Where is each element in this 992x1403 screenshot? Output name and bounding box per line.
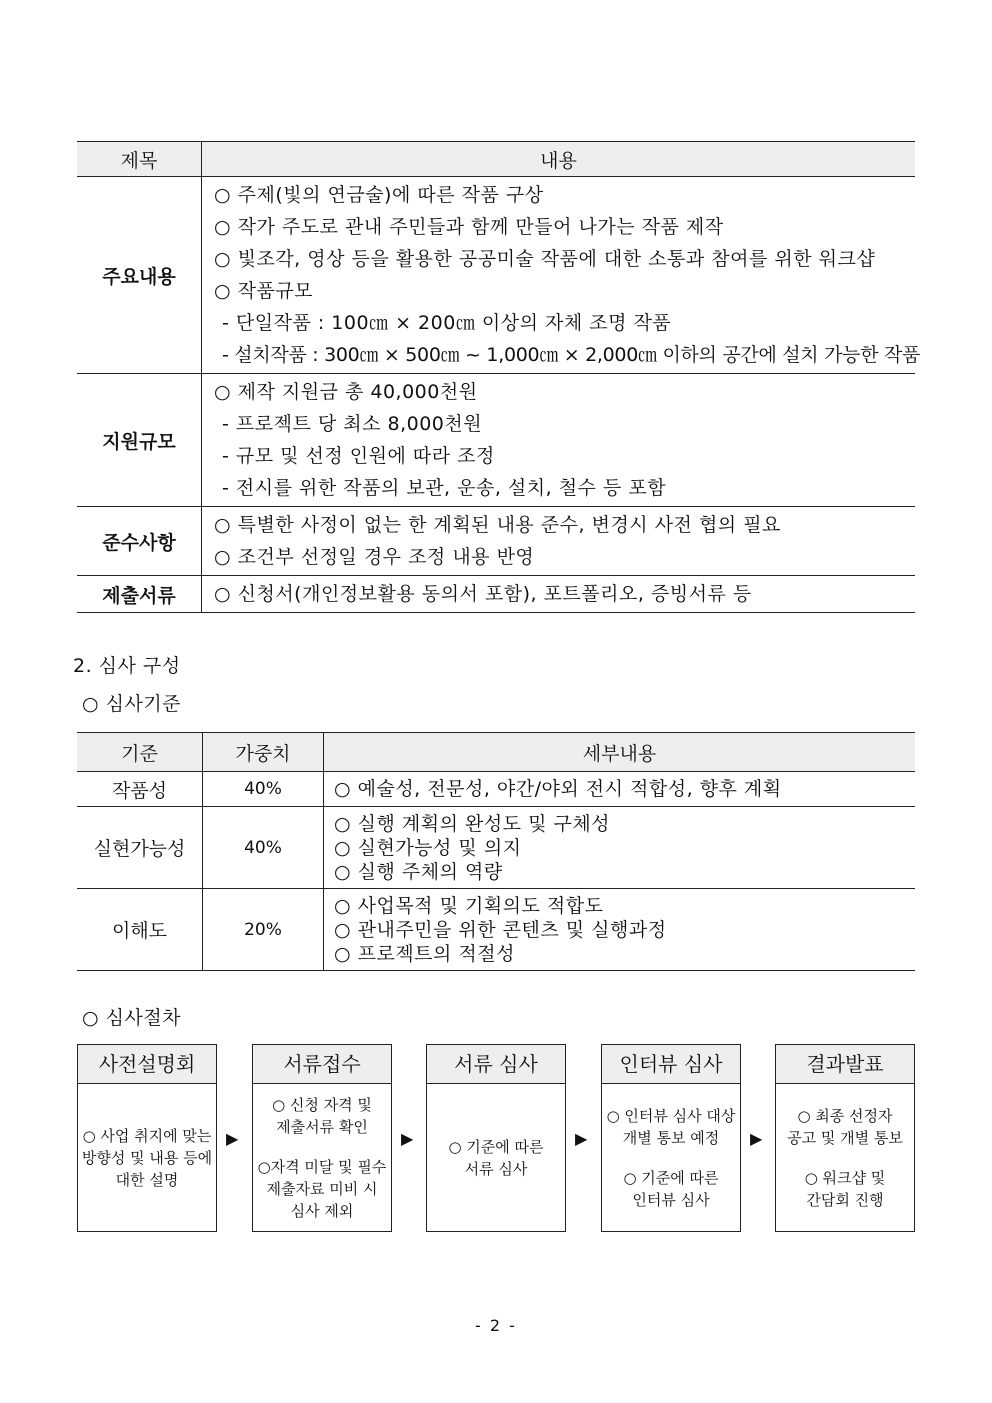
content-subline: - 규모 및 선정 인원에 따라 조정 [222,445,495,467]
arrow-icon: ▶ [401,1129,414,1148]
header-details: 세부내용 [324,733,916,772]
criterion-cell: 이해도 [77,889,203,971]
content-line: ○ 주제(빛의 연금술)에 따른 작품 구상 [214,184,544,206]
project-overview-table [77,141,921,613]
detail-line: ○ 실현가능성 및 의지 [334,836,522,859]
criteria-table [77,732,915,971]
step-line: ○자격 미달 및 필수 [257,1158,387,1176]
content-line: ○ 신청서(개인정보활용 동의서 포함), 포트폴리오, 증빙서류 등 [214,583,752,605]
step-line: 제출자료 미비 시 [266,1180,378,1198]
step-line: ○ 워크샵 및 [804,1169,886,1187]
header-criterion: 기준 [77,733,203,772]
table-header-row [77,733,915,772]
step-line: 방향성 및 내용 등에 [81,1149,213,1167]
process-step-interview [601,1044,741,1232]
step-line: ○ 최종 선정자 [797,1107,893,1125]
row-label: 지원규모 [77,374,202,507]
weight-cell: 40% [203,772,324,807]
table-row [77,772,915,807]
content-line: ○ 제작 지원금 총 40,000천원 [214,381,478,403]
row-label: 준수사항 [77,507,202,576]
process-step-briefing [77,1044,217,1232]
arrow-icon: ▶ [575,1129,588,1148]
weight-cell: 40% [203,807,324,889]
header-weight: 가중치 [203,733,324,772]
step-line: 간담회 진행 [806,1191,884,1209]
arrow-icon: ▶ [750,1129,763,1148]
step-line: 인터뷰 심사 [632,1191,710,1209]
process-step-submission [252,1044,392,1232]
step-title: 결과발표 [776,1045,914,1084]
step-line: ○ 기준에 따른 [448,1138,544,1156]
table-header-row [77,142,915,177]
step-title: 서류접수 [253,1045,391,1084]
content-line: ○ 특별한 사정이 없는 한 계획된 내용 준수, 변경시 사전 협의 필요 [214,514,781,536]
criterion-cell: 작품성 [77,772,203,807]
content-line: ○ 작품규모 [214,280,314,302]
step-line: ○ 신청 자격 및 [272,1096,372,1114]
step-line: ○ 기준에 따른 [623,1169,719,1187]
step-title: 사전설명회 [78,1045,216,1084]
content-subline: - 설치작품 : 300㎝ × 500㎝ ~ 1,000㎝ × 2,000㎝ 이하의 공간에 설치 가능한 작품 [222,344,921,366]
section-title: 2. 심사 구성 [73,655,181,677]
step-line: 서류 심사 [464,1160,528,1178]
table-row [77,889,915,971]
content-subline: - 전시를 위한 작품의 보관, 운송, 설치, 철수 등 포함 [222,477,667,499]
weight-cell: 20% [203,889,324,971]
arrow-icon: ▶ [226,1129,239,1148]
detail-line: ○ 실행 주체의 역량 [334,860,503,883]
table-row [77,177,915,374]
table-row [77,507,915,576]
step-title: 서류 심사 [427,1045,565,1084]
criteria-title: ○ 심사기준 [82,693,182,715]
content-line: ○ 조건부 선정일 경우 조정 내용 반영 [214,546,535,568]
content-subline: - 프로젝트 당 최소 8,000천원 [222,413,483,435]
detail-line: ○ 실행 계획의 완성도 및 구체성 [334,812,611,835]
page-number: - 2 - [475,1316,517,1335]
step-line: 대한 설명 [115,1171,179,1189]
step-line: 제출서류 확인 [276,1118,368,1136]
table-row [77,807,915,889]
step-title: 인터뷰 심사 [602,1045,740,1084]
process-step-announcement [775,1044,915,1232]
detail-line: ○ 프로젝트의 적절성 [334,942,515,965]
detail-line: ○ 관내주민을 위한 콘텐츠 및 실행과정 [334,918,667,941]
row-label: 제출서류 [77,576,202,613]
step-line: 개별 통보 예정 [622,1129,720,1147]
table-row [77,576,915,613]
content-subline: - 단일작품 : 100㎝ × 200㎝ 이상의 자체 조명 작품 [222,312,672,334]
step-line: 공고 및 개별 통보 [787,1129,903,1147]
step-line: ○ 인터뷰 심사 대상 [606,1107,736,1125]
table-row [77,374,915,507]
process-step-document-review [426,1044,566,1232]
content-line: ○ 빛조각, 영상 등을 활용한 공공미술 작품에 대한 소통과 참여를 위한 워크샵 [214,248,876,270]
detail-line: ○ 예술성, 전문성, 야간/야외 전시 적합성, 향후 계획 [334,778,782,800]
step-line: 심사 제외 [290,1202,354,1220]
detail-line: ○ 사업목적 및 기획의도 적합도 [334,894,604,917]
step-line: ○ 사업 취지에 맞는 [82,1127,212,1145]
header-title: 제목 [77,142,202,177]
process-title: ○ 심사절차 [82,1007,182,1029]
row-label: 주요내용 [77,177,202,374]
header-content: 내용 [202,142,916,177]
criterion-cell: 실현가능성 [77,807,203,889]
content-line: ○ 작가 주도로 관내 주민들과 함께 만들어 나가는 작품 제작 [214,216,724,238]
